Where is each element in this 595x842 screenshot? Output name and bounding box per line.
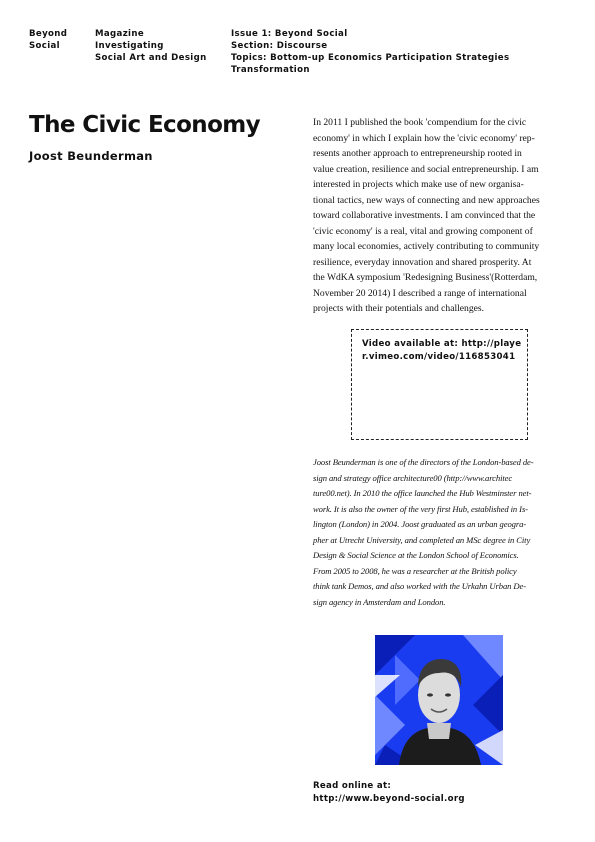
intro-line: November 20 2014) I described a range of international: [313, 287, 527, 299]
publication-block: [29, 28, 67, 52]
section-line: Section: Discourse: [231, 41, 328, 51]
topics-line: Topics: Bottom-up Economics Participation Strategies: [231, 53, 510, 63]
bio-line: think tank Demos, and also worked with the Urkahn Urban De-: [313, 581, 526, 591]
intro-line: 'civic economy' is a real, vital and growing component of: [313, 225, 533, 237]
video-link[interactable]: [362, 338, 521, 364]
intro-line: toward collaborative investments. I am convinced that the: [313, 210, 536, 221]
intro-paragraph: [313, 115, 571, 317]
intro-line: value creation, resilience and social entrepreneurship. I am: [313, 163, 539, 175]
issue-block: [231, 28, 509, 76]
issue-line: Issue 1: Beyond Social: [231, 29, 348, 39]
intro-line: In 2011 I published the book 'compendium for the civic: [313, 117, 527, 128]
bio-line: Joost Beunderman is one of the directors of the London-based de-: [313, 457, 534, 467]
publication-line: Social: [29, 41, 60, 51]
read-online-label: Read online at:: [313, 781, 392, 791]
bio-line: pher at Utrecht University, and completed an MSc degree in City: [313, 534, 531, 545]
video-link-line[interactable]: r.vimeo.com/video/116853041: [362, 352, 516, 362]
publication-line: Beyond: [29, 29, 68, 39]
bio-line: lington (London) in 2004. Joost graduated as an urban geogra-: [313, 519, 527, 529]
bio-line: sign and strategy office architecture00 (http://www.architec: [313, 472, 513, 483]
video-link-line[interactable]: Video available at: http://playe: [362, 339, 522, 349]
intro-line: resilience, everyday innovation and shared prosperity. At: [313, 256, 532, 268]
read-online-link[interactable]: http://www.beyond-social.org: [313, 793, 465, 804]
intro-line: economy' in which I explain how the 'civic economy' rep-: [313, 132, 535, 144]
bio-line: work. It is also the owner of the very first Hub, established in Is-: [313, 503, 528, 514]
magazine-line: Magazine: [95, 29, 144, 39]
bio-line: sign agency in Amsterdam and London.: [313, 596, 446, 607]
bio-line: From 2005 to 2008, he was a researcher at the British policy: [313, 565, 517, 576]
intro-line: resents another approach to entrepreneurship rooted in: [313, 148, 522, 159]
magazine-line: Social Art and Design: [95, 53, 207, 63]
article-author: Joost Beunderman: [29, 149, 153, 163]
bio-line: Design & Social Science at the London School of Economics.: [313, 550, 519, 560]
intro-line: many local economies, actively contributing to community: [313, 241, 540, 252]
author-portrait: [375, 635, 503, 765]
video-placeholder[interactable]: [351, 329, 528, 440]
read-online: [313, 780, 465, 805]
topics-line: Transformation: [231, 65, 310, 75]
bio-line: ture00.net). In 2010 the office launched the Hub Westminster net-: [313, 488, 532, 498]
intro-line: interested in projects which make use of new organisa-: [313, 179, 524, 190]
magazine-block: [95, 28, 207, 64]
author-bio: [313, 455, 571, 610]
intro-line: tional tactics, new ways of connecting and new approaches: [313, 194, 540, 206]
intro-line: the WdKA symposium 'Redesigning Business'(Rotterdam,: [313, 272, 538, 283]
article-title: The Civic Economy: [29, 112, 261, 138]
intro-line: projects with their potentials and challenges.: [313, 303, 485, 314]
magazine-line: Investigating: [95, 41, 164, 51]
